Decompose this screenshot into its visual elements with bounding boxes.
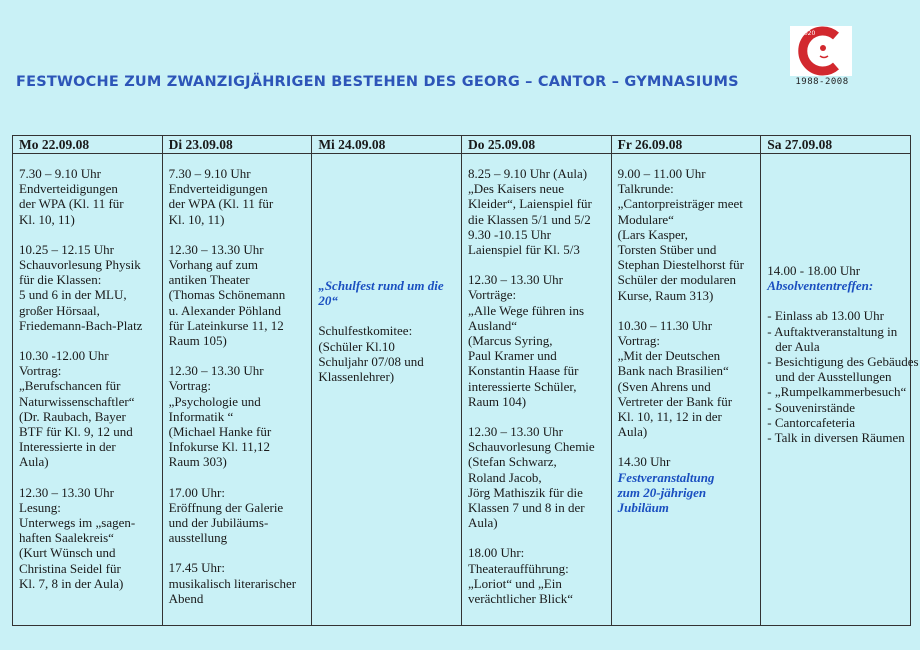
day-column-mi xyxy=(312,154,462,626)
day-header-row xyxy=(13,136,911,154)
event-line: Aula) xyxy=(467,515,498,531)
schedule-table xyxy=(12,135,919,626)
event-line: die Klassen 5/1 und 5/2 xyxy=(467,211,591,227)
event-list xyxy=(767,308,919,446)
event-line: (Schüler Kl.10 xyxy=(318,338,395,354)
event-line: „Berufschancen für xyxy=(19,378,121,394)
event-block xyxy=(169,166,306,227)
event-line: Kurse, Raum 313) xyxy=(617,287,714,303)
event-line: Laienspiel für Kl. 5/3 xyxy=(467,242,580,258)
logo-years: 1988-2008 xyxy=(795,77,849,87)
day-column-do xyxy=(461,154,611,626)
event-line: Vertreter der Bank für xyxy=(617,393,733,409)
event-highlight-line: Festveranstaltung xyxy=(617,469,715,485)
event-line: Informatik “ xyxy=(168,408,234,424)
event-line: Schuljahr 07/08 und xyxy=(318,353,424,369)
event-line: Kl. 7, 8 in der Aula) xyxy=(19,575,124,591)
event-line: 14.30 Uhr xyxy=(617,454,671,470)
event-block xyxy=(169,560,306,606)
event-line: Aula) xyxy=(19,454,49,470)
event-block xyxy=(19,166,156,227)
day-column-di xyxy=(162,154,312,626)
list-item: der Aula xyxy=(775,338,820,354)
event-line: Vortrag: xyxy=(19,363,62,379)
event-block xyxy=(169,485,306,546)
event-line: Theateraufführung: xyxy=(467,560,569,576)
event-line: Endverteidigungen xyxy=(19,181,118,197)
event-block xyxy=(468,166,605,257)
event-block xyxy=(19,348,156,470)
event-line: Roland Jacob, xyxy=(467,469,542,485)
event-line: Abend xyxy=(168,590,204,606)
event-line: musikalisch literarischer xyxy=(168,575,297,591)
event-line: 17.45 Uhr: xyxy=(168,560,225,576)
event-line: Kl. 10, 11, 12 in der xyxy=(617,409,722,425)
event-line: 12.30 – 13.30 Uhr xyxy=(168,241,264,257)
event-line: 8.25 – 9.10 Uhr (Aula) xyxy=(467,166,588,181)
event-line: Schulfestkomitee: xyxy=(318,323,413,339)
event-line: 12.30 – 13.30 Uhr xyxy=(19,484,114,500)
anniversary-logo-icon xyxy=(790,26,852,76)
event-line: 18.00 Uhr: xyxy=(467,545,525,561)
event-line: ausstellung xyxy=(168,530,228,546)
event-line: 9.30 -10.15 Uhr xyxy=(467,226,552,242)
day-column-fr xyxy=(611,154,761,626)
event-line: (Dr. Raubach, Bayer xyxy=(19,408,126,424)
event-line: Bank nach Brasilien“ xyxy=(617,363,729,379)
event-highlight-line: Jubiläum xyxy=(617,500,669,516)
list-item: - Besichtigung des Gebäudes xyxy=(767,354,919,370)
event-line: 7.30 – 9.10 Uhr xyxy=(168,166,251,181)
event-line: für Lateinkurse 11, 12 xyxy=(168,317,284,333)
event-line: antiken Theater xyxy=(168,272,250,288)
event-line: Infokurse Kl. 11,12 xyxy=(168,439,270,455)
event-line: der WPA (Kl. 11 für xyxy=(19,196,124,212)
event-line: 12.30 – 13.30 Uhr xyxy=(467,424,563,440)
event-line: Interessierte in der xyxy=(19,439,116,455)
event-line: der WPA (Kl. 11 für xyxy=(168,196,274,212)
event-line: Aula) xyxy=(617,424,648,440)
event-line: und der Jubiläums- xyxy=(168,515,269,531)
event-line: Stephan Diestelhorst für xyxy=(617,257,744,273)
event-line: „Psychologie und xyxy=(168,393,261,409)
event-block xyxy=(468,272,605,409)
event-line: Schüler der modularen xyxy=(617,272,737,288)
event-line: Eröffnung der Galerie xyxy=(168,499,284,515)
event-line: Klassenlehrer) xyxy=(318,369,395,385)
event-line: Vorträge: xyxy=(467,287,517,303)
event-line: „Mit der Deutschen xyxy=(617,348,721,364)
event-line: 10.30 – 11.30 Uhr xyxy=(617,317,713,333)
event-highlight-line: zum 20-jährigen xyxy=(617,484,707,500)
event-line: „Schulfest rund um die xyxy=(318,278,444,293)
list-item: - „Rumpelkammerbesuch“ xyxy=(767,384,907,400)
event-line: Lesung: xyxy=(19,499,61,515)
event-block xyxy=(169,242,306,348)
event-line: 10.30 -12.00 Uhr xyxy=(19,348,109,364)
event-line: 10.25 – 12.15 Uhr xyxy=(19,241,114,257)
event-line: (Stefan Schwarz, xyxy=(467,454,557,470)
event-line: 7.30 – 9.10 Uhr xyxy=(19,166,101,181)
event-line: (Marcus Syring, xyxy=(467,333,553,349)
list-item: - Souvenirstände xyxy=(767,399,856,415)
event-line: verächtlicher Blick“ xyxy=(467,591,573,607)
day-header-do: Do 25.09.08 xyxy=(461,136,611,154)
list-item: - Cantorcafeteria xyxy=(767,414,855,430)
event-line: Naturwissenschaftler“ xyxy=(19,393,135,409)
event-line: Modulare“ xyxy=(617,211,674,227)
event-line: Christina Seidel für xyxy=(19,560,121,576)
list-item: - Einlass ab 13.00 Uhr xyxy=(767,308,884,324)
event-line: Torsten Stüber und xyxy=(617,242,717,258)
event-line: haften Saalekreis“ xyxy=(19,530,114,546)
event-line: Raum 105) xyxy=(168,333,227,349)
event-line: Klassen 7 und 8 in der xyxy=(467,500,585,516)
event-block xyxy=(169,363,306,469)
school-logo xyxy=(786,26,858,86)
event-block xyxy=(318,323,455,384)
day-header-mi: Mi 24.09.08 xyxy=(312,136,462,154)
event-block xyxy=(19,242,156,333)
event-line: Unterwegs im „sagen- xyxy=(19,515,136,531)
event-line: „Cantorpreisträger meet xyxy=(617,196,743,212)
event-line: für die Klassen: xyxy=(19,272,102,288)
event-line: (Thomas Schönemann xyxy=(168,287,286,303)
event-line: Raum 303) xyxy=(168,454,227,470)
event-line: Vorhang auf zum xyxy=(168,257,258,273)
event-line: Kl. 10, 11) xyxy=(19,211,75,227)
event-line: Endverteidigungen xyxy=(168,181,268,197)
event-line: „Alle Wege führen ins xyxy=(467,302,585,318)
event-line: (Michael Hanke für xyxy=(168,424,272,440)
event-line: Jörg Mathiszik für die xyxy=(467,484,583,500)
event-block xyxy=(468,424,605,530)
event-block xyxy=(618,318,755,440)
schedule-row xyxy=(13,154,911,626)
day-column-mo xyxy=(13,154,163,626)
event-line: „Des Kaisers neue xyxy=(467,181,564,197)
event-line: 17.00 Uhr: xyxy=(168,484,225,500)
event-line: Vortrag: xyxy=(617,333,660,349)
event-line: Konstantin Haase für xyxy=(467,363,579,379)
event-line: Schauvorlesung Physik xyxy=(19,257,141,273)
page-title: FESTWOCHE ZUM ZWANZIGJÄHRIGEN BESTEHEN DES GEORG – CANTOR – GYMNASIUMS xyxy=(16,74,739,90)
event-line: Ausland“ xyxy=(467,317,518,333)
svg-text:2020: 2020 xyxy=(800,30,816,37)
event-line: interessierte Schüler, xyxy=(467,378,577,394)
event-line: Friedemann-Bach-Platz xyxy=(19,317,143,333)
event-line: BTF für Kl. 9, 12 und xyxy=(19,424,133,440)
list-item: - Talk in diversen Räumen xyxy=(767,430,905,446)
day-header-sa: Sa 27.09.08 xyxy=(761,136,911,154)
event-line: „Loriot“ und „Ein xyxy=(467,575,562,591)
event-block xyxy=(618,166,755,303)
event-line: Paul Kramer und xyxy=(467,348,557,364)
day-header-di: Di 23.09.08 xyxy=(162,136,312,154)
event-line: großer Hörsaal, xyxy=(19,302,100,318)
list-item: - Auftaktveranstaltung in xyxy=(767,323,898,339)
event-line: (Lars Kasper, xyxy=(617,226,688,242)
list-item: und der Ausstellungen xyxy=(775,369,892,385)
event-line: (Sven Ahrens und xyxy=(617,378,711,394)
event-highlight xyxy=(318,278,455,308)
event-line: 12.30 – 13.30 Uhr xyxy=(168,363,264,379)
day-header-mo: Mo 22.09.08 xyxy=(13,136,163,154)
event-line: Kl. 10, 11) xyxy=(168,211,225,227)
event-line: 12.30 – 13.30 Uhr xyxy=(467,272,563,288)
event-line: Kleider“, Laienspiel für xyxy=(467,196,592,212)
event-line: Schauvorlesung Chemie xyxy=(467,439,595,455)
event-line: Vortrag: xyxy=(168,378,212,394)
event-line: 14.00 - 18.00 Uhr xyxy=(767,263,861,278)
event-line: 5 und 6 in der MLU, xyxy=(19,287,127,303)
event-block xyxy=(19,485,156,591)
event-line: 9.00 – 11.00 Uhr xyxy=(617,166,706,181)
day-column-sa xyxy=(761,154,919,626)
event-line: (Kurt Wünsch und xyxy=(19,545,116,561)
event-block xyxy=(618,454,755,515)
event-line: 20“ xyxy=(318,293,338,309)
event-block xyxy=(468,545,605,606)
event-line: Talkrunde: xyxy=(617,181,674,197)
day-header-fr: Fr 26.09.08 xyxy=(611,136,761,154)
event-line: Raum 104) xyxy=(467,393,527,409)
event-line: u. Alexander Pöhland xyxy=(168,302,281,318)
event-highlight-line: Absolvententreffen: xyxy=(767,278,874,294)
